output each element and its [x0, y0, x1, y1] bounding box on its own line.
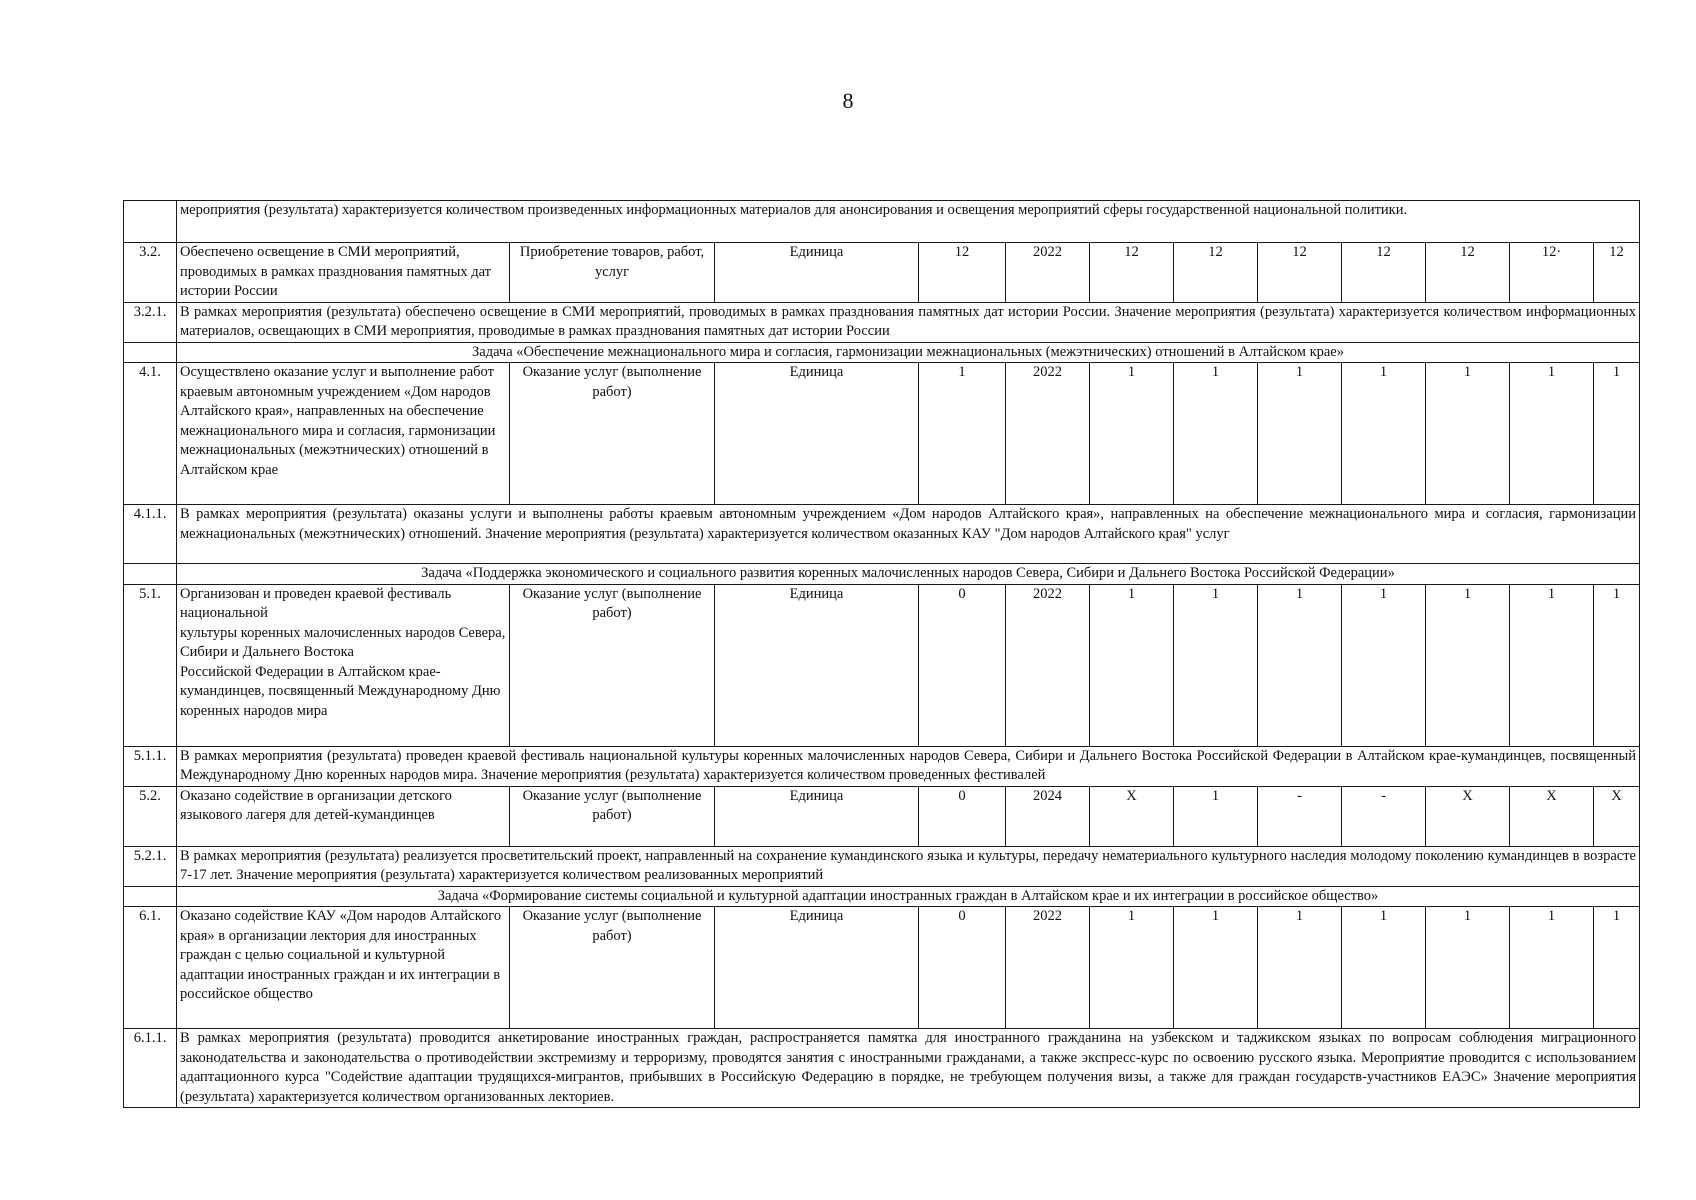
value-cell: 1: [1258, 363, 1342, 505]
base-year: 2022: [1006, 243, 1090, 303]
result-name: Оказано содействие в организации детского языкового лагеря для детей-кумандинцев: [177, 786, 510, 846]
row-number-empty: [124, 564, 177, 585]
table-row: [124, 584, 1640, 746]
unit: Единица: [715, 584, 919, 746]
result-type: Оказание услуг (выполнение работ): [510, 907, 715, 1029]
value-cell: 1: [1090, 907, 1174, 1029]
base-value: 12: [919, 243, 1006, 303]
value-cell: -: [1342, 786, 1426, 846]
unit: Единица: [715, 363, 919, 505]
value-cell: 1: [1174, 907, 1258, 1029]
value-cell: 12: [1426, 243, 1510, 303]
value-cell: 1: [1426, 907, 1510, 1029]
result-name: Обеспечено освещение в СМИ мероприятий, проводимых в рамках празднования памятных дат истории России: [177, 243, 510, 303]
table-row: [124, 302, 1640, 342]
value-cell: 1: [1510, 584, 1594, 746]
value-cell: 12: [1174, 243, 1258, 303]
result-type: Оказание услуг (выполнение работ): [510, 363, 715, 505]
table-row: [124, 746, 1640, 786]
row-number: 5.2.1.: [124, 846, 177, 886]
value-cell: 12: [1594, 243, 1640, 303]
row-number-empty: [124, 201, 177, 243]
value-cell: 12: [1342, 243, 1426, 303]
value-cell: 1: [1594, 363, 1640, 505]
unit: Единица: [715, 907, 919, 1029]
unit: Единица: [715, 786, 919, 846]
result-description: В рамках мероприятия (результата) проводится анкетирование иностранных граждан, распространяется памятка для иностранного гражданина на узбекском и таджикском языках по вопросам соблюдения миграционного законодательства и законодательства о противодействии экстремизму и терроризму, проводятся занятия с иностранными гражданами, а также экспресс-курс по освоению русского языка. Мероприятие проводится с использованием адаптационного курса "Содействие адаптации трудящихся-мигрантов, прибывших в Российскую Федерацию в порядке, не требующем получения визы, а также для граждан государств-участников ЕАЭС» Значение мероприятия (результата) характеризуется количеством организованных лекториев.: [177, 1029, 1640, 1108]
result-description: В рамках мероприятия (результата) обеспечено освещение в СМИ мероприятий, проводимых в рамках празднования памятных дат истории России. Значение мероприятия (результата) характеризуется количеством информационных материалов, освещающих в СМИ мероприятия, проводимые в рамках празднования памятных дат истории России: [177, 302, 1640, 342]
value-cell: 1: [1174, 584, 1258, 746]
result-name: Оказано содействие КАУ «Дом народов Алтайского края» в организации лектория для иностранных граждан с целью социальной и культурной адаптации иностранных граждан и их интеграции в российское общество: [177, 907, 510, 1029]
value-cell: 1: [1090, 584, 1174, 746]
table-row: [124, 786, 1640, 846]
value-cell: 1: [1426, 584, 1510, 746]
value-cell: X: [1594, 786, 1640, 846]
table-row: [124, 243, 1640, 303]
result-name: Осуществлено оказание услуг и выполнение работ краевым автономным учреждением «Дом народов Алтайского края», направленных на обеспечение межнационального мира и согласия, гармонизации межнациональных (межэтнических) отношений в Алтайском крае: [177, 363, 510, 505]
value-cell: 1: [1342, 907, 1426, 1029]
row-number: 5.1.: [124, 584, 177, 746]
table-row: [124, 564, 1640, 585]
value-cell: 1: [1174, 786, 1258, 846]
row-number: 5.2.: [124, 786, 177, 846]
base-value: 0: [919, 786, 1006, 846]
row-number-empty: [124, 342, 177, 363]
result-description: В рамках мероприятия (результата) проведен краевой фестиваль национальной культуры коренных малочисленных народов Севера, Сибири и Дальнего Востока Российской Федерации в Алтайском крае-кумандинцев, посвященный Международному Дню коренных народов мира. Значение мероприятия (результата) характеризуется количеством проведенных фестивалей: [177, 746, 1640, 786]
value-cell: 1: [1258, 907, 1342, 1029]
row-number: 3.2.1.: [124, 302, 177, 342]
value-cell: -: [1258, 786, 1342, 846]
unit: Единица: [715, 243, 919, 303]
row-number: 6.1.: [124, 907, 177, 1029]
table-row: [124, 907, 1640, 1029]
result-description: мероприятия (результата) характеризуется количеством произведенных информационных материалов для анонсирования и освещения мероприятий сферы государственной национальной политики.: [177, 201, 1640, 243]
value-cell: 1: [1594, 584, 1640, 746]
table-row: [124, 342, 1640, 363]
row-number: 3.2.: [124, 243, 177, 303]
row-number: 5.1.1.: [124, 746, 177, 786]
result-type: Приобретение товаров, работ, услуг: [510, 243, 715, 303]
base-value: 0: [919, 584, 1006, 746]
base-value: 0: [919, 907, 1006, 1029]
row-number-empty: [124, 886, 177, 907]
value-cell: X: [1090, 786, 1174, 846]
value-cell: 1: [1342, 363, 1426, 505]
result-description: В рамках мероприятия (результата) оказаны услуги и выполнены работы краевым автономным учреждением «Дом народов Алтайского края», направленных на обеспечение межнационального мира и согласия, гармонизации межнациональных (межэтнических) отношений. Значение мероприятия (результата) характеризуется количеством оказанных КАУ "Дом народов Алтайского края" услуг: [177, 505, 1640, 564]
base-year: 2022: [1006, 907, 1090, 1029]
table-row: [124, 363, 1640, 505]
value-cell: 1: [1258, 584, 1342, 746]
task-heading: Задача «Формирование системы социальной и культурной адаптации иностранных граждан в Алтайском крае и их интеграции в российское общество»: [177, 886, 1640, 907]
results-table: [123, 200, 1640, 1108]
row-number: 4.1.1.: [124, 505, 177, 564]
value-cell: 1: [1510, 363, 1594, 505]
base-year: 2024: [1006, 786, 1090, 846]
table-row: [124, 846, 1640, 886]
task-heading: Задача «Обеспечение межнационального мира и согласия, гармонизации межнациональных (межэтнических) отношений в Алтайском крае»: [177, 342, 1640, 363]
result-name-line: культуры коренных малочисленных народов Севера, Сибири и Дальнего Востока: [180, 624, 506, 660]
value-cell: 12: [1090, 243, 1174, 303]
table-row: [124, 1029, 1640, 1108]
table-row: [124, 201, 1640, 243]
base-year: 2022: [1006, 363, 1090, 505]
value-cell: 1: [1342, 584, 1426, 746]
value-cell: 1: [1510, 907, 1594, 1029]
result-name-line: Организован и проведен краевой фестиваль национальной: [180, 585, 452, 621]
value-cell: X: [1426, 786, 1510, 846]
value-cell: 1: [1426, 363, 1510, 505]
task-heading: Задача «Поддержка экономического и социального развития коренных малочисленных народов Севера, Сибири и Дальнего Востока Российской Федерации»: [177, 564, 1640, 585]
base-year: 2022: [1006, 584, 1090, 746]
value-cell: 1: [1594, 907, 1640, 1029]
page-number: 8: [842, 88, 854, 113]
row-number: 6.1.1.: [124, 1029, 177, 1108]
value-cell: 1: [1090, 363, 1174, 505]
result-name: [177, 584, 510, 746]
base-value: 1: [919, 363, 1006, 505]
value-cell: 1: [1174, 363, 1258, 505]
value-cell: 12: [1258, 243, 1342, 303]
result-name-line: Российской Федерации в Алтайском крае-кумандинцев, посвященный Международному Дню коренных народов мира: [180, 663, 501, 719]
row-number: 4.1.: [124, 363, 177, 505]
value-cell: 12·: [1510, 243, 1594, 303]
result-type: Оказание услуг (выполнение работ): [510, 584, 715, 746]
value-cell: X: [1510, 786, 1594, 846]
table-row: [124, 505, 1640, 564]
result-type: Оказание услуг (выполнение работ): [510, 786, 715, 846]
table-row: [124, 886, 1640, 907]
result-description: В рамках мероприятия (результата) реализуется просветительский проект, направленный на сохранение кумандинского языка и культуры, передачу нематериального культурного наследия молодому поколению кумандинцев в возрасте 7-17 лет. Значение мероприятия (результата) характеризуется количеством реализованных мероприятий: [177, 846, 1640, 886]
